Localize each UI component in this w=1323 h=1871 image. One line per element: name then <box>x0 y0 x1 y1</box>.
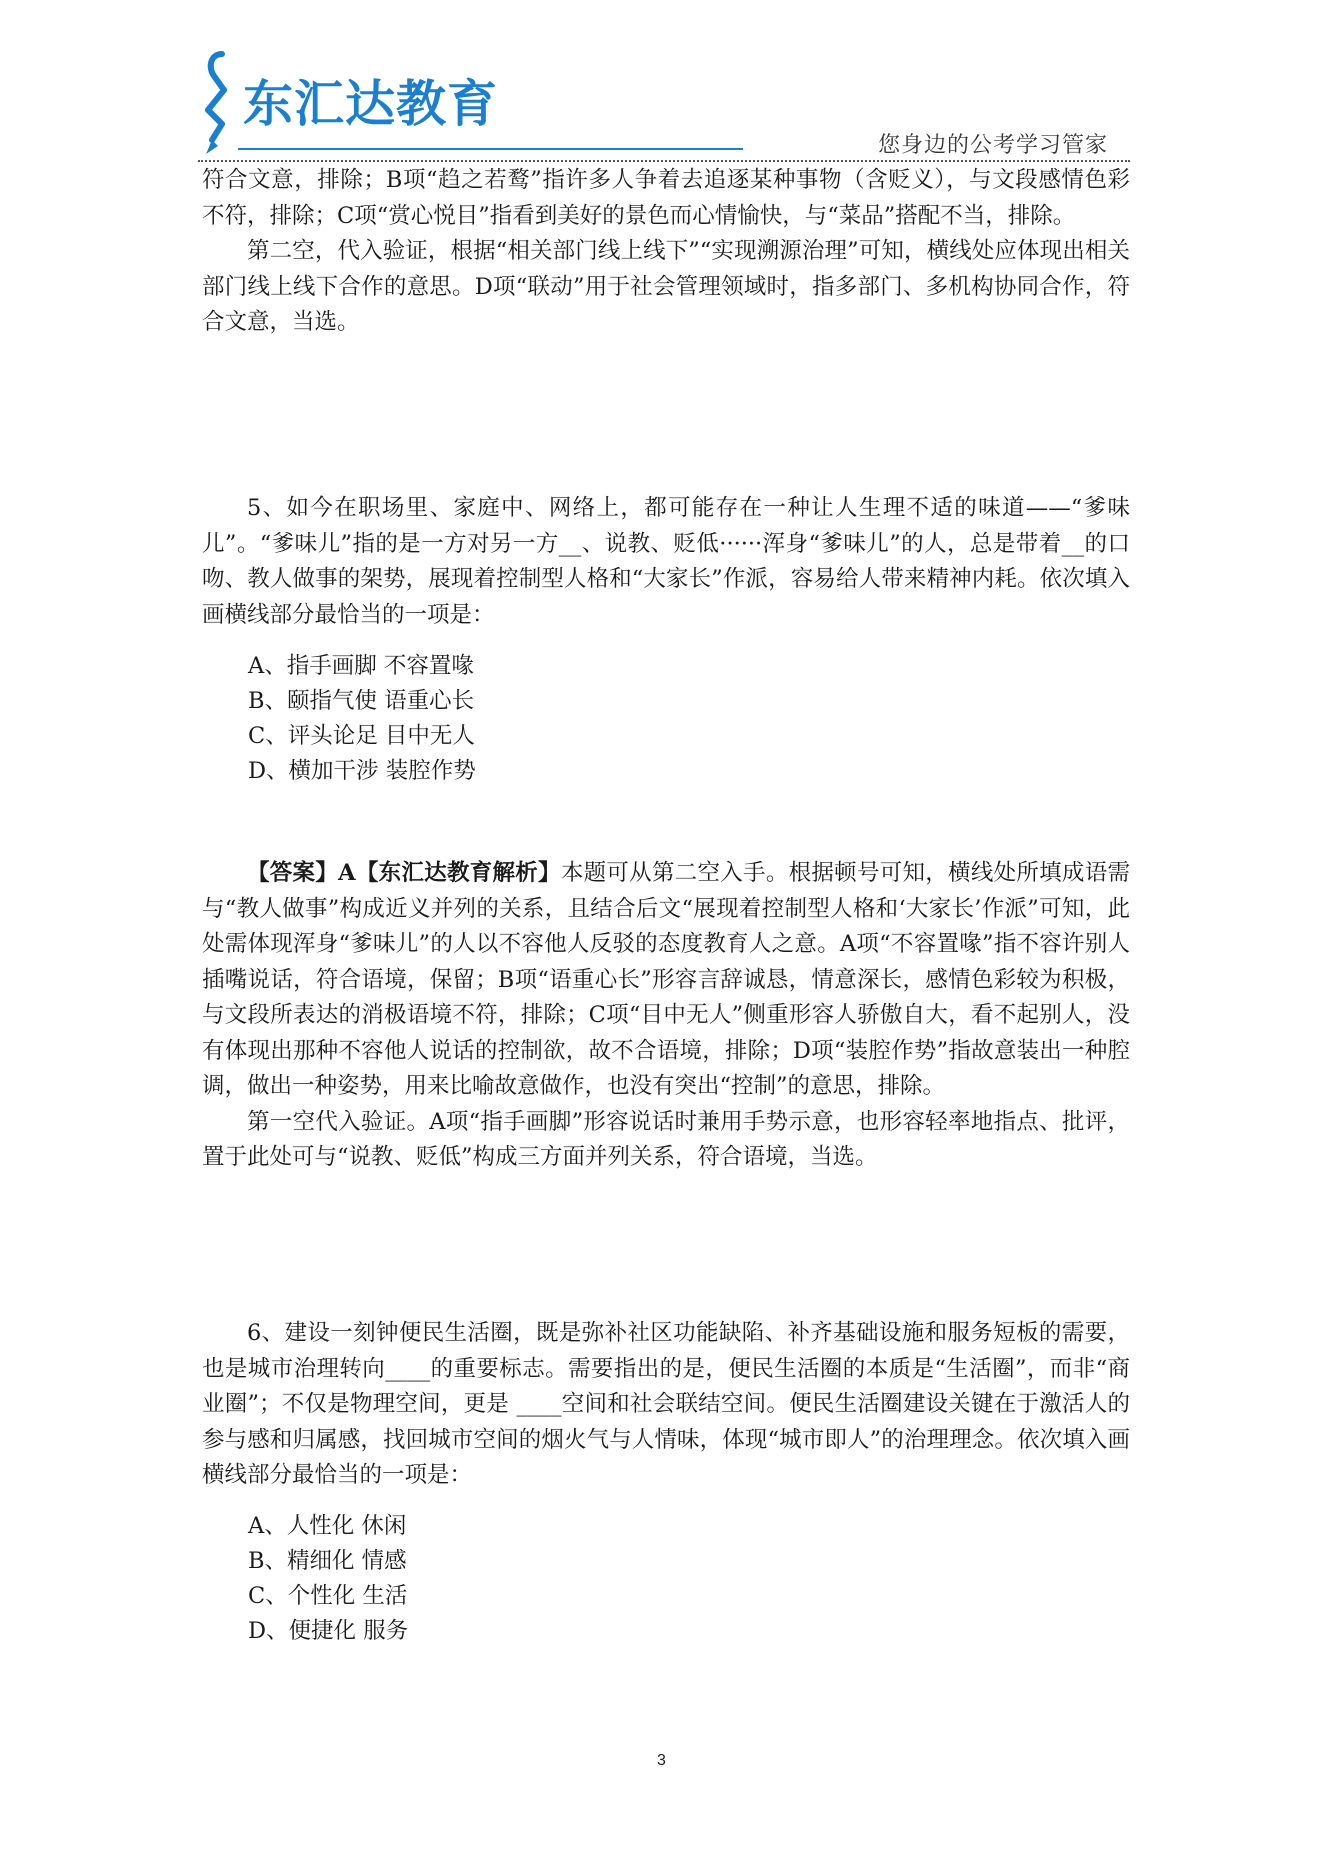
answer-paragraph: 第一空代入验证。A项“指手画脚”形容说话时兼用手势示意，也形容轻率地指点、批评，置于此处可与“说教、贬低”构成三方面并列关系，符合语境，当选。 <box>202 1108 1130 1170</box>
analysis-paragraph: 符合文意，排除；B项“趋之若鹜”指许多人争着去追逐某种事物（含贬义），与文段感情色彩不符，排除；C项“赏心悦目”指看到美好的景色而心情愉快，与“菜品”搭配不当，排除。 <box>202 167 1130 229</box>
question-5-stem <box>202 491 1130 633</box>
answer-paragraph <box>202 856 1130 1105</box>
q6-option-d: D、便捷化 服务 <box>248 1618 409 1644</box>
analysis-continuation <box>202 163 1130 341</box>
q6-option-c: C、个性化 生活 <box>248 1583 408 1609</box>
question-stem: 6、建设一刻钟便民生活圈，既是弥补社区功能缺陷、补齐基础设施和服务短板的需要，也是城市治理转向____的重要标志。需要指出的是，便民生活圈的本质是“生活圈”，而非“商业圈”；不仅是物理空间，更是 ____空间和社会联结空间。便民生活圈建设关键在于激活人的参与感和归属感，找回城市空间的烟火气与人情味，体现“城市即人”的治理理念。依次填入画横线部分最恰当的一项是： <box>202 1320 1130 1488</box>
q6-option-b: B、精细化 情感 <box>248 1548 407 1574</box>
page-number: 3 <box>657 1752 666 1769</box>
header-divider <box>198 160 1130 162</box>
question-stem: 5、如今在职场里、家庭中、网络上，都可能存在一种让人生理不适的味道——“爹味儿”。“爹味儿”指的是一方对另一方__、说教、贬低······浑身“爹味儿”的人，总是带着__的口吻、教人做事的架势，展现着控制型人格和“大家长”作派，容易给人带来精神内耗。依次填入画横线部分最恰当的一项是： <box>202 495 1130 628</box>
q5-option-c: C、评头论足 目中无人 <box>248 723 475 749</box>
answer-text: 本题可从第二空入手。根据顿号可知，横线处所填成语需与“教人做事”构成近义并列的关系，且结合后文“展现着控制型人格和‘大家长’作派”可知，此处需体现浑身“爹味儿”的人以不容他人反驳的态度教育人之意。A项“不容置喙”指不容许别人插嘴说话，符合语境，保留；B项“语重心长”形容言辞诚恳，情意深长，感情色彩较为积极，与文段所表达的消极语境不符，排除；C项“目中无人”侧重形容人骄傲自大，看不起别人，没有体现出那种不容他人说话的控制欲，故不合语境，排除；D项“装腔作势”指故意装出一种腔调，做出一种姿势，用来比喻故意做作，也没有突出“控制”的意思，排除。 <box>202 860 1130 1099</box>
q6-option-a: A、人性化 休闲 <box>248 1513 407 1539</box>
header-tagline: 您身边的公考学习管家 <box>878 133 1109 158</box>
analysis-paragraph: 第二空，代入验证，根据“相关部门线上线下”“实现溯源治理”可知，横线处应体现出相关部门线上线下合作的意思。D项“联动”用于社会管理领域时，指多部门、多机构协同合作，符合文意，当选。 <box>202 238 1130 335</box>
question-6-stem <box>202 1316 1130 1494</box>
brand-logo <box>198 48 558 158</box>
q5-answer <box>202 856 1130 1176</box>
logo-underline <box>238 148 743 150</box>
pen-clip-icon <box>198 48 246 158</box>
q5-option-a: A、指手画脚 不容置喙 <box>248 653 474 679</box>
logo-text: 东汇达教育 <box>243 75 498 133</box>
q5-option-d: D、横加干涉 装腔作势 <box>248 758 476 784</box>
answer-label: 【答案】A【东汇达教育解析】 <box>247 860 561 886</box>
q5-option-b: B、颐指气使 语重心长 <box>248 688 475 714</box>
